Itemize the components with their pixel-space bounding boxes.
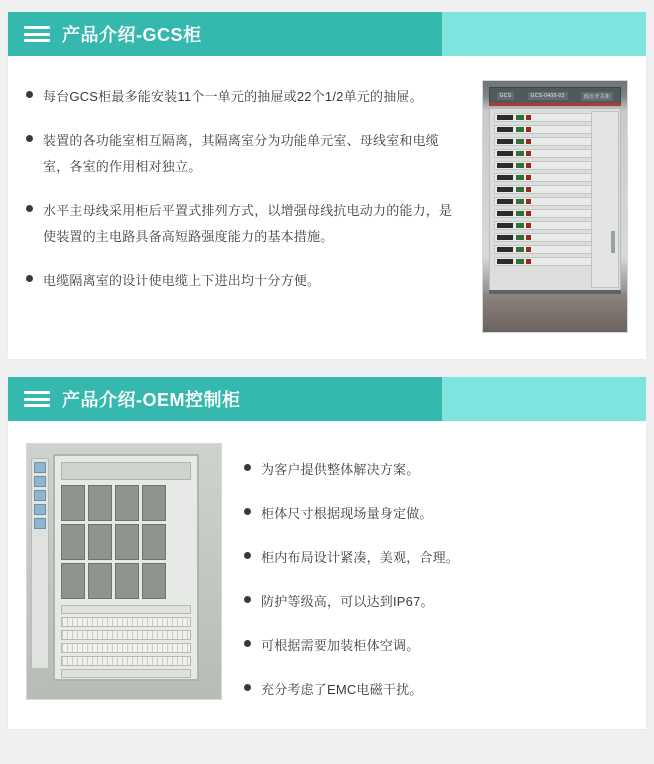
bullet-dot-icon xyxy=(26,135,33,142)
section-card-gcs xyxy=(8,12,646,359)
nameplate-label-1: GCS xyxy=(497,92,515,100)
module-block xyxy=(115,563,139,599)
bullet-text: 水平主母线采用柜后平置式排列方式，以增强母线抗电动力的能力，是使装置的主电路具备高短路强度能力的基本措施。 xyxy=(43,203,453,244)
module-block xyxy=(142,524,166,560)
bullet-text: 每台GCS柜最多能安装11个一单元的抽屉或22个1/2单元的抽屉。 xyxy=(43,89,423,104)
bullet-dot-icon xyxy=(26,91,33,98)
list-item xyxy=(244,545,628,571)
module-block xyxy=(142,563,166,599)
breaker-unit xyxy=(34,490,46,501)
section-card-oem xyxy=(8,377,646,729)
list-item xyxy=(244,633,628,659)
breaker-unit xyxy=(34,462,46,473)
terminal-block xyxy=(61,643,191,653)
module-block xyxy=(115,485,139,521)
oem-control-cabinet-photo xyxy=(26,443,222,700)
list-item xyxy=(26,128,464,180)
bullet-text: 柜内布局设计紧凑，美观，合理。 xyxy=(261,550,460,565)
list-item xyxy=(26,84,464,110)
module-block xyxy=(88,563,112,599)
bullet-list-gcs xyxy=(26,78,464,333)
gcs-cabinet-photo xyxy=(482,80,628,333)
list-item xyxy=(26,268,464,294)
list-item xyxy=(244,677,628,703)
breaker-unit xyxy=(34,518,46,529)
breaker-unit xyxy=(34,476,46,487)
side-breaker-column xyxy=(31,458,49,669)
bullet-text: 柜体尺寸根据现场量身定做。 xyxy=(261,506,433,521)
terminal-block xyxy=(61,656,191,666)
bullet-text: 可根据需要加装柜体空调。 xyxy=(261,638,420,653)
bullet-text: 充分考虑了EMC电磁干扰。 xyxy=(261,682,423,697)
nameplate-label-3: 低压开关柜 xyxy=(581,92,614,101)
bullet-text: 防护等级高，可以达到IP67。 xyxy=(261,594,434,609)
floor-surface xyxy=(483,294,627,332)
list-item xyxy=(244,589,628,615)
bullet-dot-icon xyxy=(244,640,251,647)
bullet-dot-icon xyxy=(244,464,251,471)
bullet-dot-icon xyxy=(244,508,251,515)
hamburger-icon xyxy=(24,391,50,407)
module-grid xyxy=(61,485,191,599)
list-item xyxy=(244,501,628,527)
module-block xyxy=(88,524,112,560)
din-rail xyxy=(61,669,191,678)
section-title: 产品介绍-GCS柜 xyxy=(62,25,202,45)
section-header-gcs xyxy=(8,12,646,56)
module-block xyxy=(61,563,85,599)
bullet-text: 装置的各功能室相互隔离，其隔离室分为功能单元室、母线室和电缆室，各室的作用相对独立。 xyxy=(43,133,440,174)
section-body-oem xyxy=(8,421,646,729)
terminal-block xyxy=(61,617,191,627)
section-body-gcs xyxy=(8,56,646,359)
hamburger-icon xyxy=(24,26,50,42)
terminal-block xyxy=(61,630,191,640)
bullet-dot-icon xyxy=(244,552,251,559)
module-block xyxy=(88,485,112,521)
cabinet-top-rail xyxy=(61,462,191,480)
bullet-dot-icon xyxy=(244,684,251,691)
bullet-text: 为客户提供整体解决方案。 xyxy=(261,462,420,477)
nameplate-label-2: GCS-0400-03 xyxy=(528,92,568,100)
cabinet-handle xyxy=(611,231,615,253)
list-item xyxy=(26,198,464,250)
din-rail xyxy=(61,605,191,614)
module-block xyxy=(61,485,85,521)
bullet-dot-icon xyxy=(26,275,33,282)
bullet-dot-icon xyxy=(26,205,33,212)
bullet-dot-icon xyxy=(244,596,251,603)
section-header-oem xyxy=(8,377,646,421)
cabinet-interior xyxy=(53,454,199,681)
list-item xyxy=(244,457,628,483)
bullet-list-oem xyxy=(244,443,628,703)
bullet-text: 电缆隔离室的设计使电缆上下进出均十分方便。 xyxy=(43,273,321,288)
cabinet-door xyxy=(591,111,619,288)
section-title: 产品介绍-OEM控制柜 xyxy=(62,390,241,410)
module-block xyxy=(142,485,166,521)
cabinet-red-stripe xyxy=(489,103,621,106)
module-block xyxy=(61,524,85,560)
module-block xyxy=(115,524,139,560)
page-root xyxy=(0,12,654,764)
breaker-unit xyxy=(34,504,46,515)
